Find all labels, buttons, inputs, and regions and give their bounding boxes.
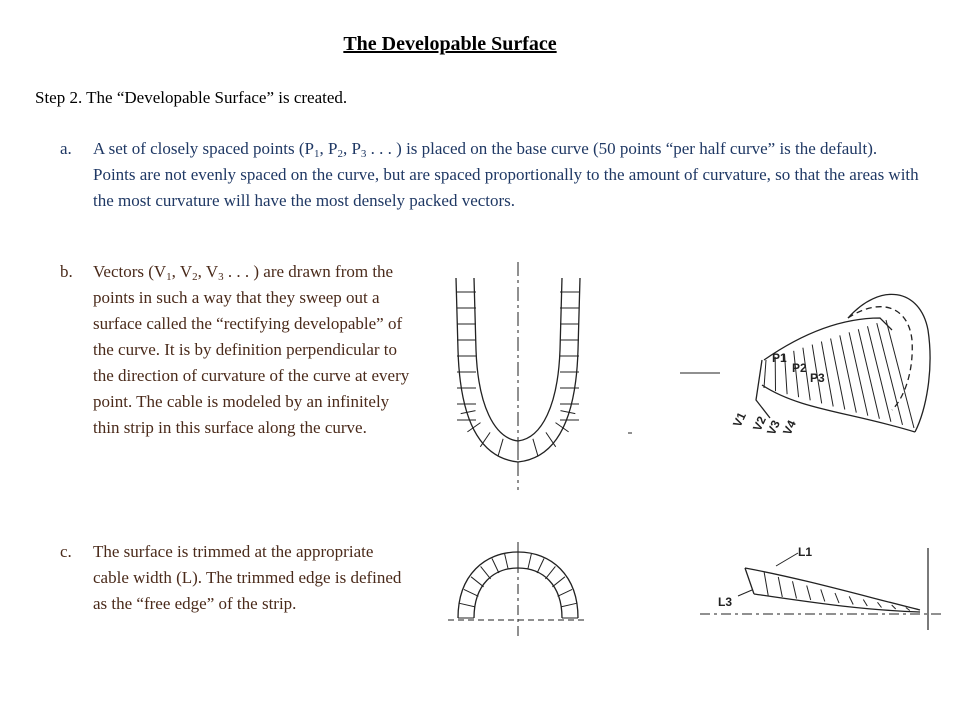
para-b-sub-3: 3	[218, 271, 224, 283]
label-v4: V4	[780, 418, 799, 438]
label-l3: L3	[718, 595, 733, 609]
page-title: The Developable Surface	[343, 33, 557, 55]
step-heading: Step 2. The “Developable Surface” is created.	[35, 88, 348, 107]
strip-top-edge	[745, 568, 920, 610]
para-a-sub-1: 1	[313, 148, 320, 160]
label-p3: P3	[810, 371, 825, 385]
label-v2: V2	[750, 414, 769, 434]
arch-rib	[545, 566, 555, 579]
surface-rib	[858, 329, 879, 419]
surface-arch-outer	[848, 294, 930, 432]
item-label-c: c.	[60, 542, 72, 561]
label-v3: V3	[764, 418, 783, 438]
strip-rib	[793, 581, 797, 598]
para-a-sub-2: 2	[337, 148, 343, 160]
surface-rib	[849, 332, 868, 415]
leader-l1	[776, 553, 798, 566]
surface-rib	[868, 326, 891, 422]
u-rib	[546, 432, 556, 446]
para-b-text-3: , V	[197, 262, 219, 281]
surface-rib	[877, 323, 903, 425]
strip-end-edge	[745, 568, 754, 594]
strip-rib	[906, 608, 910, 611]
u-rib	[480, 432, 490, 446]
arch-rib	[460, 603, 476, 607]
surface-arch-inner	[848, 307, 912, 410]
item-label-b: b.	[60, 262, 73, 281]
u-rib	[498, 439, 503, 457]
strip-rib	[807, 586, 811, 601]
arch-rib	[492, 559, 499, 574]
label-v1: V1	[730, 410, 749, 430]
label-p1: P1	[772, 351, 787, 365]
para-a-sub-3: 3	[360, 148, 367, 160]
leader-l3	[738, 590, 752, 596]
item-label-a: a.	[60, 139, 72, 158]
arch-rib	[537, 559, 544, 574]
para-b-text-4: . . . ) are drawn from the points in such a way that they sweep out a surface called the “rectifying developable” of the curve. It is by definition perpendicular to the direction of curvature of the curve at every point. The cable is modeled by an infinitely thin strip in this surface along the curve.	[93, 262, 410, 437]
trimmed-strip-figure	[700, 545, 945, 630]
para-b-text-1: Vectors (V	[93, 262, 167, 281]
surface-3d-figure	[628, 294, 930, 437]
para-a-text-4: . . . ) is placed on the base curve (50 points “per half curve” is the default). Points are not evenly spaced on the curve, but are spaced proportionally to the amount of curvature, so that the areas with the most curvature will have the most densely packed vectors.	[93, 139, 919, 210]
para-b-sub-2: 2	[192, 271, 198, 283]
para-b-sub-1: 1	[166, 271, 172, 283]
para-a-text-2: , P	[319, 139, 338, 158]
trimmed-arch-figure	[448, 542, 588, 640]
arch-rib	[558, 589, 573, 596]
arch-rib	[464, 589, 479, 596]
strip-rib	[835, 593, 839, 603]
surface-rib	[886, 320, 914, 428]
label-p2: P2	[792, 361, 807, 375]
para-b-text-2: , V	[171, 262, 193, 281]
label-l1: L1	[798, 545, 813, 559]
arch-rib	[561, 603, 577, 607]
arch-rib	[528, 554, 532, 570]
strip-rib	[892, 605, 896, 609]
surface-rib-lines	[764, 320, 914, 428]
strip-rib	[821, 589, 825, 601]
para-c-text: The surface is trimmed at the appropriate cable width (L). The trimmed edge is defined as the “free edge” of the strip.	[93, 542, 402, 613]
u-rib	[561, 411, 576, 414]
strip-rib	[863, 600, 867, 607]
u-rib	[533, 439, 538, 457]
strip-rib	[849, 596, 853, 604]
strip-rib	[878, 602, 882, 607]
u-section-figure	[456, 262, 580, 490]
strip-rib	[778, 577, 782, 597]
surface-rib	[840, 335, 857, 412]
arch-rib	[481, 566, 491, 579]
u-rib	[461, 411, 476, 414]
surface-rib	[764, 360, 766, 388]
arch-rib	[471, 577, 484, 587]
para-a-text-1: A set of closely spaced points (P	[93, 139, 314, 158]
strip-rib	[764, 573, 768, 596]
arch-rib	[552, 577, 565, 587]
para-a-text-3: , P	[342, 139, 361, 158]
arch-rib	[505, 554, 509, 570]
